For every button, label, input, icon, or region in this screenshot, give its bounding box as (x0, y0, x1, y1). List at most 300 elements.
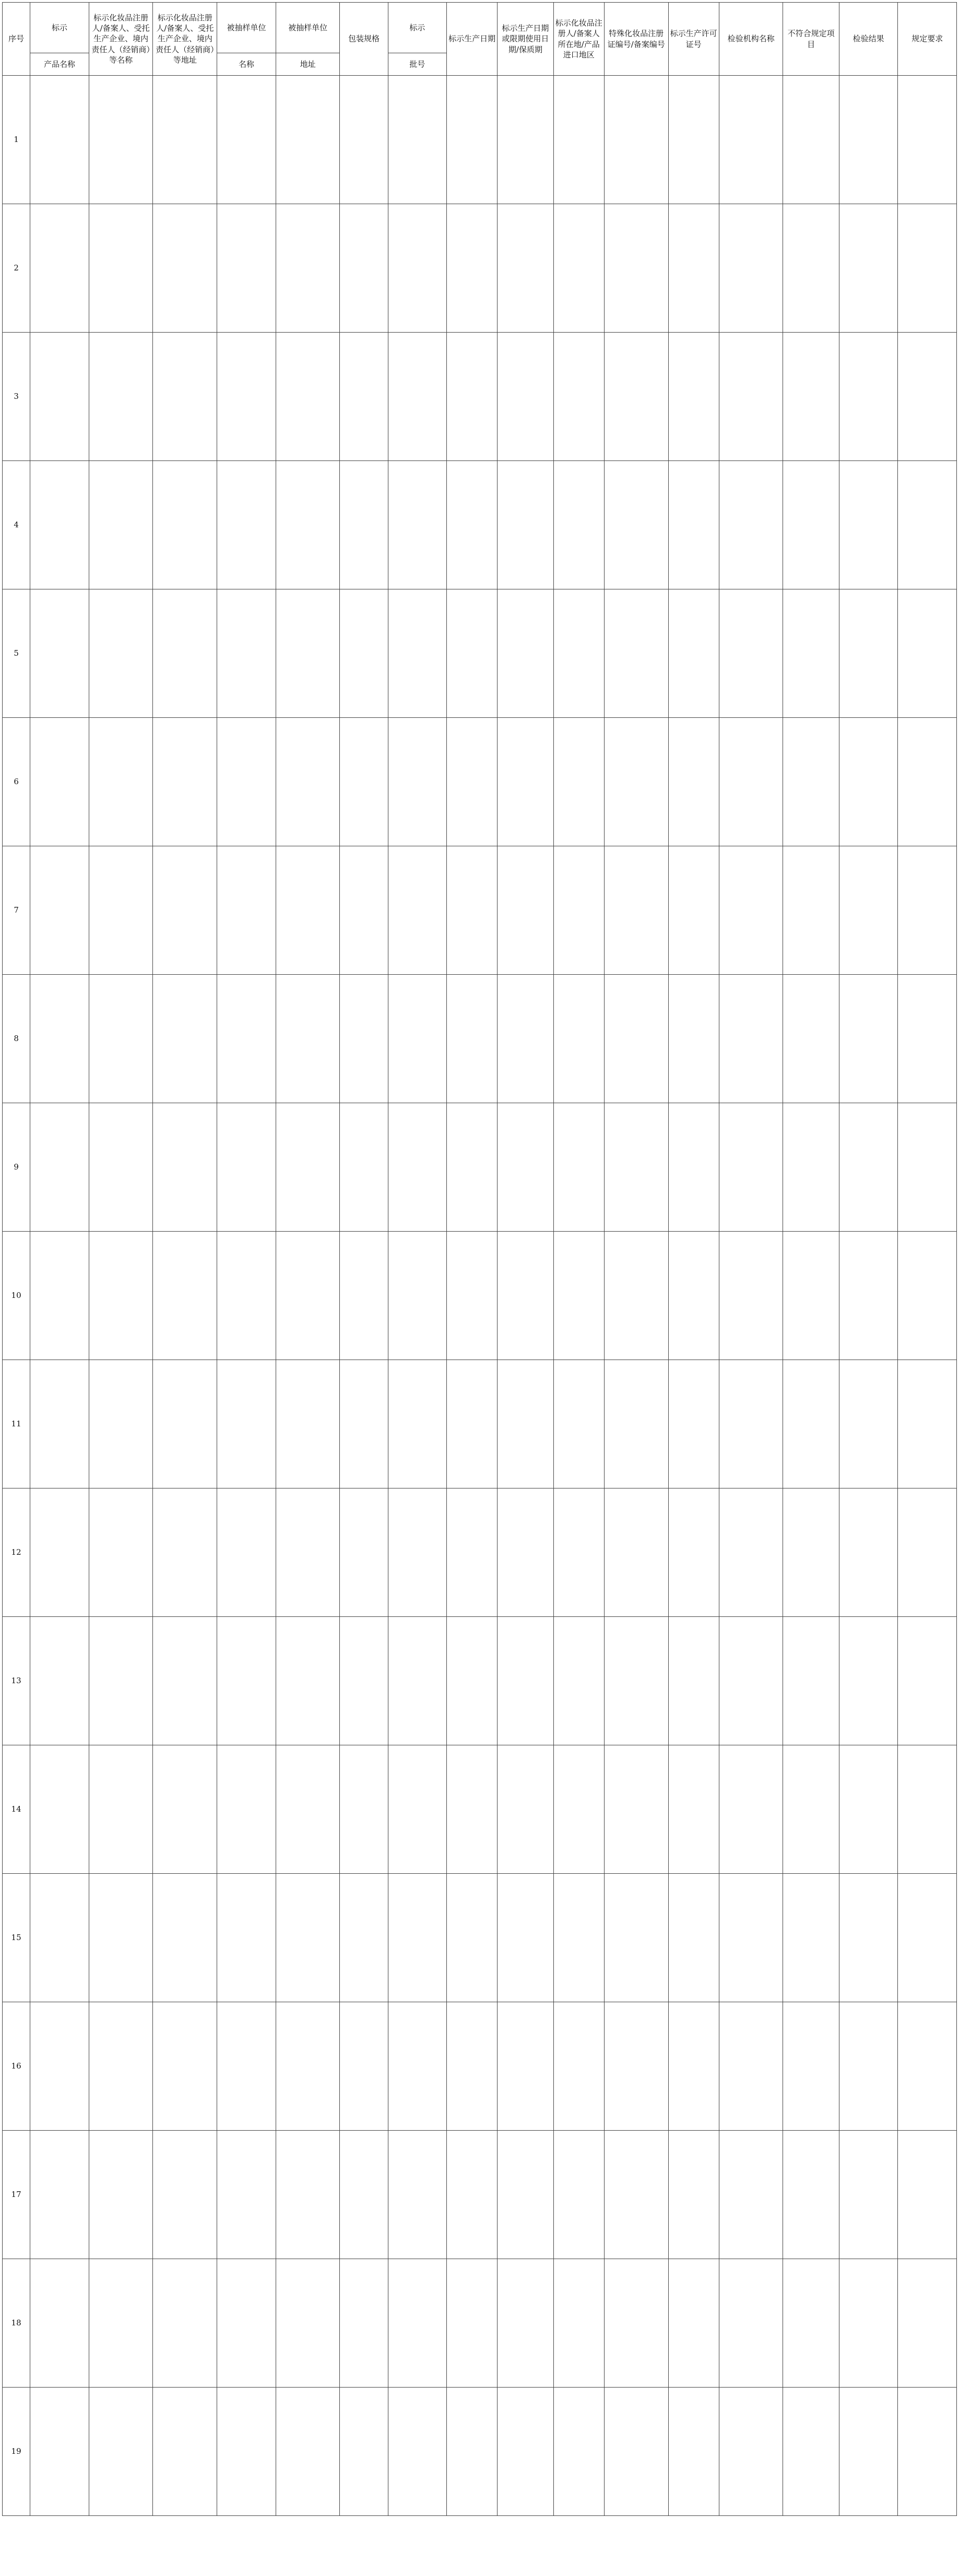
cell-seq: 19 (3, 2388, 30, 2516)
cell-batch (388, 1360, 447, 1488)
cell-registrant-addr (153, 1488, 217, 1617)
cell-spec (340, 2259, 388, 2388)
cell-unit (217, 975, 276, 1103)
cell-registrant (89, 76, 153, 204)
cell-registrant-addr (153, 461, 217, 589)
inspection-results-table (2, 2, 957, 2516)
cell-expiry (498, 204, 553, 333)
cell-license (668, 1488, 719, 1617)
cell-result (839, 1488, 898, 1617)
cell-spec (340, 846, 388, 975)
cell-license (668, 1360, 719, 1488)
cell-result (839, 2131, 898, 2259)
cell-license (668, 1232, 719, 1360)
cell-spec (340, 975, 388, 1103)
cell-product (30, 1745, 89, 1874)
cell-batch (388, 718, 447, 846)
cell-reg-no (604, 1232, 668, 1360)
cell-seq: 10 (3, 1232, 30, 1360)
cell-license (668, 589, 719, 718)
cell-registrant (89, 204, 153, 333)
cell-batch (388, 589, 447, 718)
cell-registrant (89, 1232, 153, 1360)
header-registrant-company: 标示化妆品注册人/备案人、受托生产企业、境内责任人（经销商）等名称 (89, 3, 153, 76)
cell-registrant (89, 1488, 153, 1617)
cell-batch (388, 1617, 447, 1745)
cell-nonconform (783, 2259, 839, 2388)
cell-product (30, 589, 89, 718)
cell-license (668, 204, 719, 333)
cell-registrant-addr (153, 589, 217, 718)
cell-nonconform (783, 1103, 839, 1232)
header-requirement: 规定要求 (898, 3, 957, 76)
cell-origin (553, 2002, 604, 2131)
cell-spec (340, 461, 388, 589)
cell-registrant-addr (153, 1232, 217, 1360)
cell-prod-date (447, 1745, 498, 1874)
cell-registrant (89, 1617, 153, 1745)
cell-spec (340, 333, 388, 461)
cell-seq: 1 (3, 76, 30, 204)
cell-batch (388, 204, 447, 333)
header-row-top (3, 3, 957, 53)
table-row (3, 589, 957, 718)
cell-nonconform (783, 975, 839, 1103)
table-row (3, 76, 957, 204)
table-row (3, 333, 957, 461)
header-origin: 标示化妆品注册人/备案人所在地/产品进口地区 (553, 3, 604, 76)
cell-nonconform (783, 846, 839, 975)
cell-requirement (898, 204, 957, 333)
header-nonconform: 不符合规定项目 (783, 3, 839, 76)
cell-prod-date (447, 1874, 498, 2002)
cell-expiry (498, 589, 553, 718)
cell-nonconform (783, 1617, 839, 1745)
cell-registrant-addr (153, 2131, 217, 2259)
cell-product (30, 846, 89, 975)
cell-unit-addr (276, 2388, 340, 2516)
cell-nonconform (783, 589, 839, 718)
cell-result (839, 718, 898, 846)
cell-batch (388, 2388, 447, 2516)
cell-agency (719, 1360, 783, 1488)
cell-seq: 6 (3, 718, 30, 846)
cell-origin (553, 589, 604, 718)
header-prod-date: 标示生产日期 (447, 3, 498, 76)
cell-unit-addr (276, 1232, 340, 1360)
cell-registrant (89, 461, 153, 589)
cell-result (839, 975, 898, 1103)
cell-reg-no (604, 204, 668, 333)
cell-registrant-addr (153, 1360, 217, 1488)
cell-unit (217, 204, 276, 333)
header-result: 检验结果 (839, 3, 898, 76)
header-product-sub: 产品名称 (30, 53, 89, 76)
cell-registrant (89, 1745, 153, 1874)
cell-batch (388, 2259, 447, 2388)
cell-expiry (498, 76, 553, 204)
cell-unit-addr (276, 1874, 340, 2002)
cell-expiry (498, 2131, 553, 2259)
cell-batch (388, 975, 447, 1103)
cell-unit (217, 76, 276, 204)
cell-expiry (498, 975, 553, 1103)
cell-license (668, 2388, 719, 2516)
cell-license (668, 2131, 719, 2259)
cell-spec (340, 204, 388, 333)
cell-result (839, 1360, 898, 1488)
cell-result (839, 2259, 898, 2388)
cell-unit-addr (276, 1103, 340, 1232)
cell-unit (217, 1745, 276, 1874)
cell-expiry (498, 846, 553, 975)
cell-requirement (898, 589, 957, 718)
cell-result (839, 333, 898, 461)
cell-nonconform (783, 718, 839, 846)
cell-registrant (89, 333, 153, 461)
cell-agency (719, 846, 783, 975)
table-row (3, 461, 957, 589)
header-sampled-unit-name: 被抽样单位 (217, 3, 276, 53)
cell-unit (217, 589, 276, 718)
cell-result (839, 1103, 898, 1232)
cell-expiry (498, 1745, 553, 1874)
cell-seq: 8 (3, 975, 30, 1103)
cell-unit-addr (276, 2131, 340, 2259)
cell-result (839, 589, 898, 718)
cell-spec (340, 76, 388, 204)
cell-reg-no (604, 1745, 668, 1874)
cell-license (668, 2002, 719, 2131)
cell-seq: 11 (3, 1360, 30, 1488)
cell-license (668, 975, 719, 1103)
cell-origin (553, 2259, 604, 2388)
cell-result (839, 846, 898, 975)
cell-reg-no (604, 589, 668, 718)
cell-nonconform (783, 1745, 839, 1874)
cell-spec (340, 1360, 388, 1488)
cell-result (839, 2002, 898, 2131)
cell-product (30, 975, 89, 1103)
cell-seq: 4 (3, 461, 30, 589)
cell-batch (388, 1103, 447, 1232)
cell-spec (340, 1488, 388, 1617)
cell-registrant (89, 589, 153, 718)
header-sampled-unit-name-sub: 名称 (217, 53, 276, 76)
cell-seq: 2 (3, 204, 30, 333)
cell-requirement (898, 2002, 957, 2131)
cell-license (668, 461, 719, 589)
cell-prod-date (447, 76, 498, 204)
cell-product (30, 1103, 89, 1232)
cell-spec (340, 1103, 388, 1232)
cell-unit-addr (276, 975, 340, 1103)
cell-agency (719, 461, 783, 589)
cell-prod-date (447, 2131, 498, 2259)
cell-license (668, 2259, 719, 2388)
cell-product (30, 2002, 89, 2131)
cell-unit-addr (276, 461, 340, 589)
cell-origin (553, 76, 604, 204)
cell-batch (388, 1745, 447, 1874)
cell-prod-date (447, 204, 498, 333)
cell-agency (719, 1488, 783, 1617)
header-seq: 序号 (3, 3, 30, 76)
cell-result (839, 204, 898, 333)
cell-registrant-addr (153, 846, 217, 975)
cell-unit-addr (276, 718, 340, 846)
cell-nonconform (783, 333, 839, 461)
cell-seq: 13 (3, 1617, 30, 1745)
cell-unit (217, 1103, 276, 1232)
cell-seq: 7 (3, 846, 30, 975)
cell-unit (217, 846, 276, 975)
cell-agency (719, 333, 783, 461)
cell-license (668, 1874, 719, 2002)
cell-expiry (498, 2002, 553, 2131)
header-batch: 标示 (388, 3, 447, 53)
cell-origin (553, 1103, 604, 1232)
cell-expiry (498, 1617, 553, 1745)
cell-registrant-addr (153, 1617, 217, 1745)
cell-unit-addr (276, 1745, 340, 1874)
cell-license (668, 1745, 719, 1874)
cell-origin (553, 1617, 604, 1745)
cell-nonconform (783, 76, 839, 204)
cell-result (839, 1745, 898, 1874)
cell-unit (217, 2388, 276, 2516)
cell-unit-addr (276, 76, 340, 204)
cell-unit (217, 1488, 276, 1617)
cell-requirement (898, 1617, 957, 1745)
cell-requirement (898, 1488, 957, 1617)
cell-prod-date (447, 1103, 498, 1232)
cell-unit-addr (276, 1488, 340, 1617)
header-sampled-unit-address: 被抽样单位 (276, 3, 340, 53)
cell-requirement (898, 846, 957, 975)
cell-unit-addr (276, 2259, 340, 2388)
header-agency: 检验机构名称 (719, 3, 783, 76)
cell-nonconform (783, 2002, 839, 2131)
cell-origin (553, 975, 604, 1103)
cell-unit (217, 333, 276, 461)
cell-reg-no (604, 1617, 668, 1745)
cell-prod-date (447, 1360, 498, 1488)
table-row (3, 1874, 957, 2002)
cell-batch (388, 846, 447, 975)
cell-registrant-addr (153, 2259, 217, 2388)
cell-registrant (89, 2388, 153, 2516)
cell-registrant (89, 846, 153, 975)
cell-batch (388, 1874, 447, 2002)
cell-product (30, 718, 89, 846)
cell-reg-no (604, 2002, 668, 2131)
cell-prod-date (447, 1617, 498, 1745)
cell-expiry (498, 1874, 553, 2002)
cell-reg-no (604, 1488, 668, 1617)
table-row (3, 2131, 957, 2259)
cell-expiry (498, 1360, 553, 1488)
cell-registrant (89, 2259, 153, 2388)
table-row (3, 718, 957, 846)
table-row (3, 1103, 957, 1232)
cell-batch (388, 2131, 447, 2259)
cell-origin (553, 1745, 604, 1874)
cell-reg-no (604, 76, 668, 204)
cell-requirement (898, 1232, 957, 1360)
cell-nonconform (783, 1360, 839, 1488)
cell-spec (340, 2388, 388, 2516)
cell-prod-date (447, 333, 498, 461)
cell-product (30, 1617, 89, 1745)
cell-requirement (898, 2388, 957, 2516)
cell-registrant (89, 2131, 153, 2259)
cell-origin (553, 2388, 604, 2516)
cell-spec (340, 1745, 388, 1874)
cell-registrant-addr (153, 718, 217, 846)
cell-spec (340, 2002, 388, 2131)
cell-seq: 14 (3, 1745, 30, 1874)
cell-agency (719, 204, 783, 333)
cell-agency (719, 718, 783, 846)
cell-result (839, 1874, 898, 2002)
cell-origin (553, 2131, 604, 2259)
cell-registrant (89, 1103, 153, 1232)
cell-requirement (898, 76, 957, 204)
cell-registrant (89, 1360, 153, 1488)
cell-unit (217, 1617, 276, 1745)
cell-agency (719, 1617, 783, 1745)
cell-spec (340, 2131, 388, 2259)
cell-batch (388, 76, 447, 204)
cell-reg-no (604, 718, 668, 846)
cell-result (839, 461, 898, 589)
cell-reg-no (604, 2131, 668, 2259)
cell-reg-no (604, 2259, 668, 2388)
header-expiry: 标示生产日期或限期使用日期/保质期 (498, 3, 553, 76)
cell-nonconform (783, 2388, 839, 2516)
cell-origin (553, 461, 604, 589)
cell-seq: 3 (3, 333, 30, 461)
cell-origin (553, 333, 604, 461)
cell-unit-addr (276, 589, 340, 718)
cell-origin (553, 1874, 604, 2002)
cell-expiry (498, 1232, 553, 1360)
cell-reg-no (604, 975, 668, 1103)
cell-seq: 18 (3, 2259, 30, 2388)
cell-license (668, 333, 719, 461)
cell-agency (719, 589, 783, 718)
cell-prod-date (447, 1488, 498, 1617)
cell-registrant-addr (153, 2002, 217, 2131)
cell-expiry (498, 461, 553, 589)
header-reg-no: 特殊化妆品注册证编号/备案编号 (604, 3, 668, 76)
cell-requirement (898, 2259, 957, 2388)
cell-agency (719, 1103, 783, 1232)
cell-agency (719, 1745, 783, 1874)
cell-agency (719, 1874, 783, 2002)
cell-origin (553, 1488, 604, 1617)
cell-prod-date (447, 718, 498, 846)
cell-prod-date (447, 846, 498, 975)
cell-spec (340, 718, 388, 846)
cell-prod-date (447, 461, 498, 589)
cell-reg-no (604, 333, 668, 461)
cell-agency (719, 2002, 783, 2131)
cell-spec (340, 1617, 388, 1745)
cell-registrant-addr (153, 333, 217, 461)
table-row (3, 1232, 957, 1360)
cell-registrant-addr (153, 1874, 217, 2002)
cell-unit (217, 461, 276, 589)
cell-reg-no (604, 846, 668, 975)
cell-product (30, 1488, 89, 1617)
cell-nonconform (783, 1232, 839, 1360)
cell-expiry (498, 718, 553, 846)
cell-registrant-addr (153, 975, 217, 1103)
cell-origin (553, 204, 604, 333)
cell-spec (340, 589, 388, 718)
table-row (3, 975, 957, 1103)
cell-product (30, 461, 89, 589)
cell-expiry (498, 2259, 553, 2388)
cell-prod-date (447, 975, 498, 1103)
cell-nonconform (783, 204, 839, 333)
cell-unit (217, 1360, 276, 1488)
cell-agency (719, 76, 783, 204)
cell-requirement (898, 718, 957, 846)
cell-product (30, 2131, 89, 2259)
cell-requirement (898, 1874, 957, 2002)
table-row (3, 2002, 957, 2131)
cell-spec (340, 1874, 388, 2002)
cell-batch (388, 461, 447, 589)
cell-unit-addr (276, 846, 340, 975)
cell-registrant-addr (153, 76, 217, 204)
cell-expiry (498, 1103, 553, 1232)
cell-license (668, 846, 719, 975)
cell-prod-date (447, 2259, 498, 2388)
cell-origin (553, 718, 604, 846)
cell-product (30, 76, 89, 204)
cell-registrant-addr (153, 1745, 217, 1874)
cell-requirement (898, 1103, 957, 1232)
cell-product (30, 1874, 89, 2002)
cell-seq: 16 (3, 2002, 30, 2131)
table-body (3, 76, 957, 2516)
table-row (3, 1745, 957, 1874)
cell-seq: 9 (3, 1103, 30, 1232)
cell-agency (719, 2131, 783, 2259)
cell-spec (340, 1232, 388, 1360)
cell-reg-no (604, 1874, 668, 2002)
cell-registrant (89, 1874, 153, 2002)
cell-batch (388, 1232, 447, 1360)
cell-unit (217, 718, 276, 846)
header-license: 标示生产许可证号 (668, 3, 719, 76)
cell-unit-addr (276, 333, 340, 461)
cell-unit-addr (276, 1617, 340, 1745)
cell-expiry (498, 1488, 553, 1617)
cell-registrant-addr (153, 2388, 217, 2516)
cell-agency (719, 1232, 783, 1360)
cell-result (839, 1617, 898, 1745)
cell-license (668, 718, 719, 846)
table-row (3, 2388, 957, 2516)
cell-requirement (898, 975, 957, 1103)
cell-registrant (89, 975, 153, 1103)
cell-origin (553, 846, 604, 975)
